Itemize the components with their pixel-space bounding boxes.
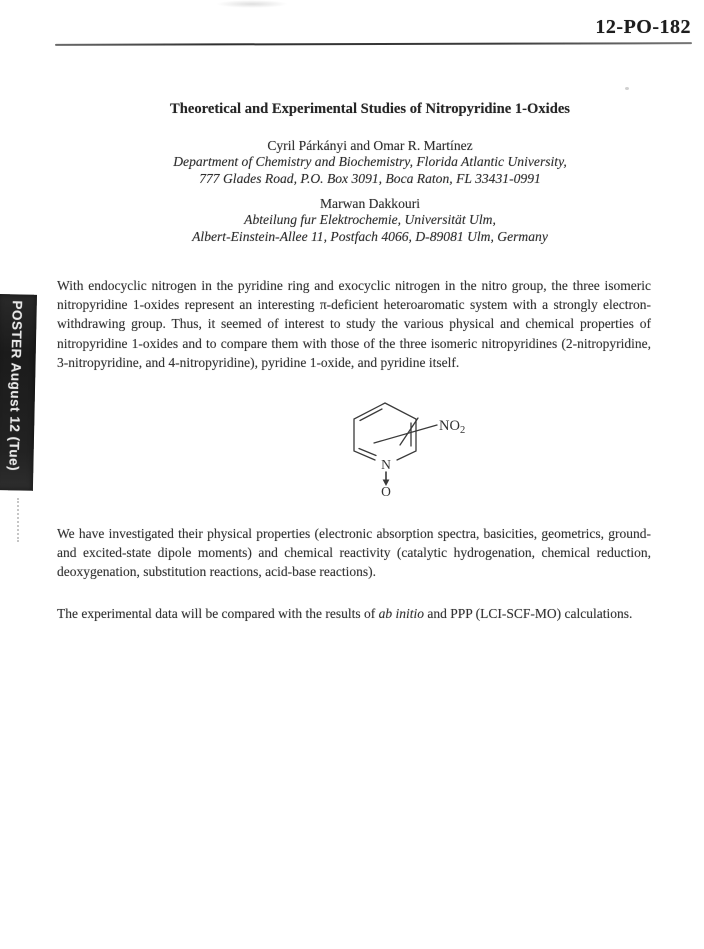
oxide-oxygen-label: O bbox=[381, 484, 391, 499]
poster-session-label: POSTER August 12 (Tue) bbox=[6, 300, 25, 472]
paragraph-calculations-end: and PPP (LCI-SCF-MO) calculations. bbox=[424, 606, 633, 621]
affiliation-1-line-1: Department of Chemistry and Biochemistry, Florida Atlantic University, bbox=[173, 154, 567, 170]
paper-title: Theoretical and Experimental Studies of Nitropyridine 1-Oxides bbox=[170, 101, 570, 117]
paragraph-calculations-start: The experimental data will be compared with the results of bbox=[57, 606, 379, 621]
author-block-2 bbox=[57, 196, 683, 245]
nitro-group-subscript: 2 bbox=[459, 425, 466, 436]
affiliation-2-line-2: Albert-Einstein-Allee 11, Postfach 4066, D-89081 Ulm, Germany bbox=[192, 228, 548, 244]
scan-speck bbox=[625, 87, 629, 90]
paragraph-introduction: With endocyclic nitrogen in the pyridine ring and exocyclic nitrogen in the nitro group, the three isomeric nitropyridine 1-oxides represent an interesting π-deficient heteroaromatic system with a strongly electron-withdrawing group. Thus, it seemed of interest to study the various physical and chemical properties of nitropyridine 1-oxides and to compare them with those of the three isomeric nitropyridines (2-nitropyridine, 3-nitropyridine, and 4-nitropyridine), pyridine 1-oxide, and pyridine itself. bbox=[57, 278, 651, 370]
paragraph-properties: We have investigated their physical properties (electronic absorption spectra, basicities, geometrics, ground- and excited-state dipole moments) and chemical reactivity (catalytic hydrogenation, chemical reduction, deoxygenation, substitution reactions, acid-base reactions). bbox=[57, 526, 651, 580]
affiliation-2-line-1: Abteilung fur Elektrochemie, Universität Ulm, bbox=[244, 212, 496, 228]
author-names-2: Marwan Dakkouri bbox=[319, 196, 421, 211]
pyridine-ring bbox=[354, 403, 416, 460]
ring-nitrogen-label: N bbox=[381, 457, 391, 472]
ab-initio-italic: ab initio bbox=[378, 606, 425, 621]
nitropyridine-1-oxide-structure-diagram bbox=[326, 391, 484, 499]
paragraph-calculations bbox=[57, 604, 651, 623]
nitro-group-label bbox=[439, 418, 465, 436]
paper-code: 12-PO-182 bbox=[595, 16, 691, 38]
affiliation-1-line-2: 777 Glades Road, P.O. Box 3091, Boca Raton, FL 33431-0991 bbox=[199, 170, 541, 186]
header-rule bbox=[55, 42, 692, 46]
nitro-group-no: NO bbox=[439, 418, 460, 434]
poster-session-tab bbox=[0, 294, 37, 491]
author-block-1 bbox=[57, 138, 683, 187]
author-names-1: Cyril Párkányi and Omar R. Martínez bbox=[267, 138, 473, 153]
scan-smudge bbox=[216, 0, 288, 8]
substituent-bond bbox=[374, 425, 437, 443]
scan-artifact-dotted-line bbox=[17, 498, 19, 542]
